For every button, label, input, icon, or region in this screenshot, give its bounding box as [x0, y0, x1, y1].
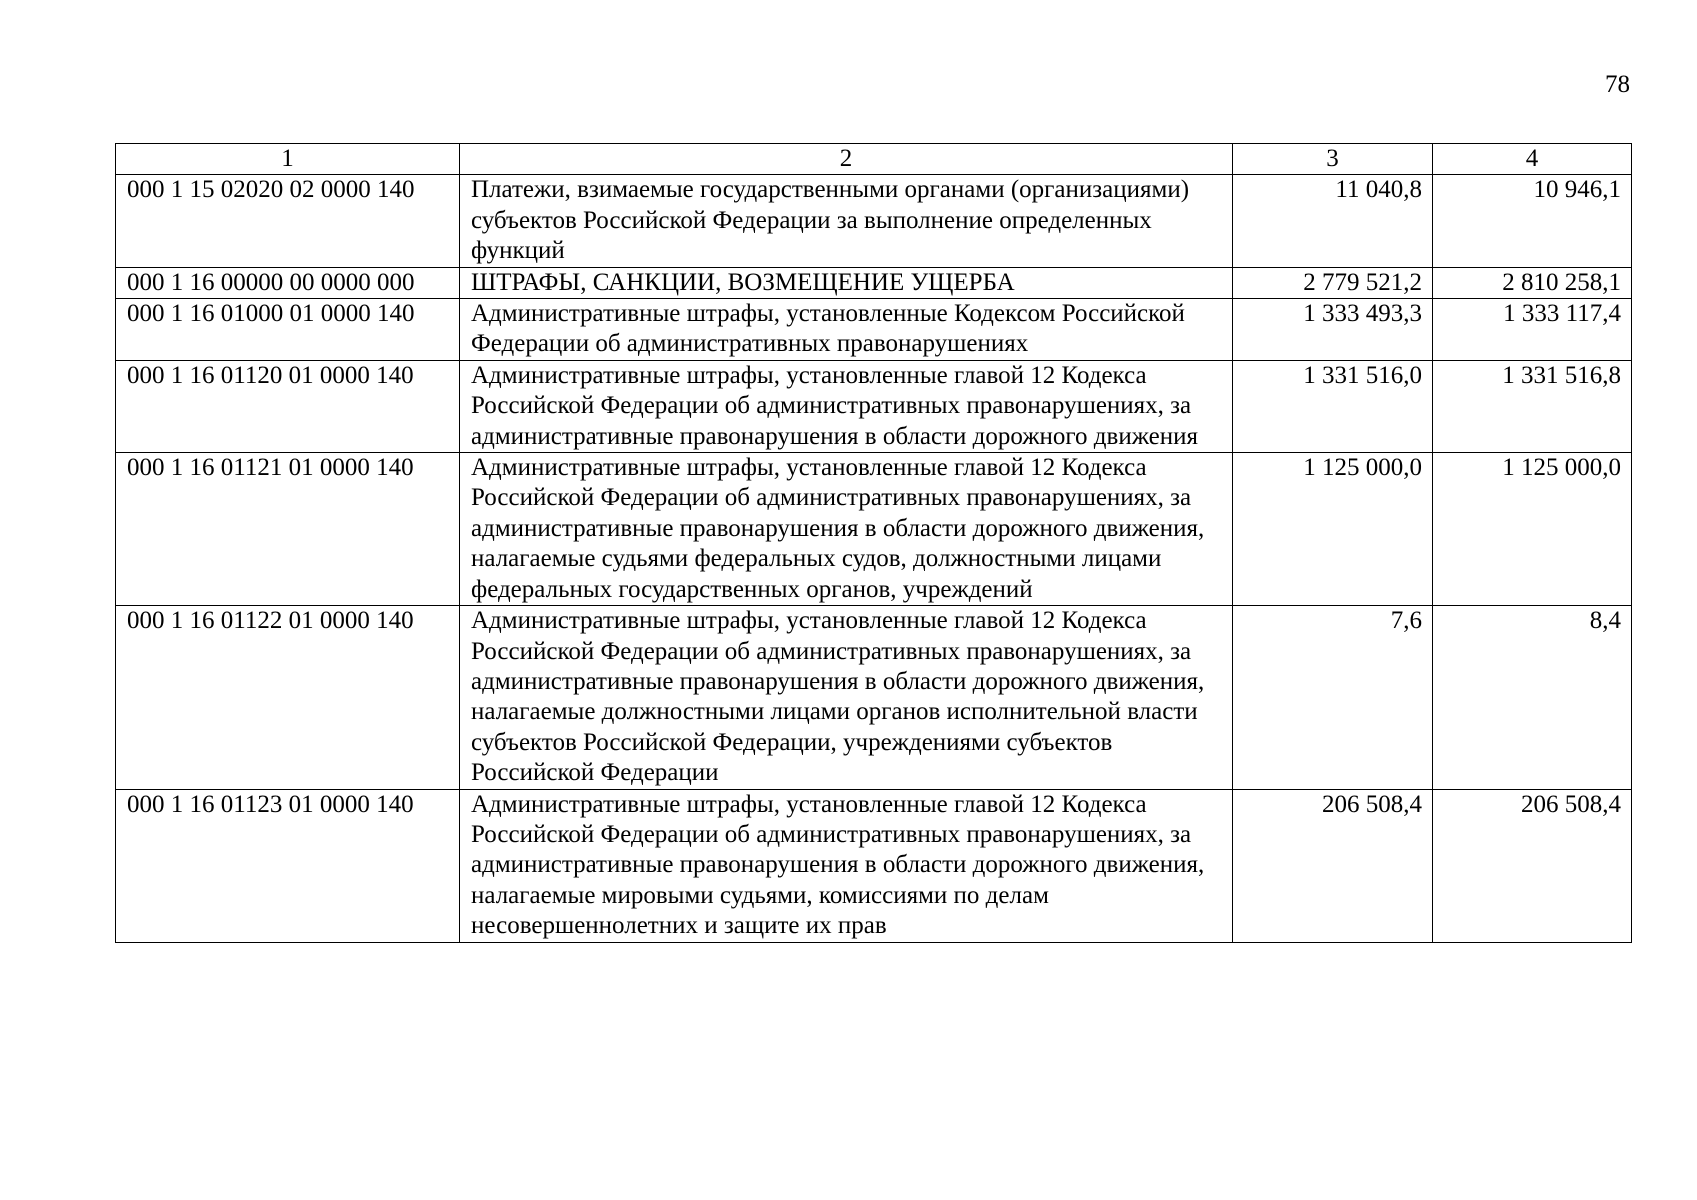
page-number: 78 — [1605, 71, 1630, 98]
value-col3: 206 508,4 — [1233, 789, 1433, 942]
value-col4: 1 125 000,0 — [1433, 453, 1632, 606]
budget-table — [115, 143, 1632, 943]
value-col3: 11 040,8 — [1233, 175, 1433, 267]
value-col4: 2 810 258,1 — [1433, 267, 1632, 298]
item-name: Административные штрафы, установленные Кодексом Российской Федерации об административных правонарушениях — [460, 299, 1233, 361]
item-name: Административные штрафы, установленные главой 12 Кодекса Российской Федерации об административных правонарушениях, за административные правонарушения в области дорожного движения — [460, 360, 1233, 452]
budget-code: 000 1 16 01122 01 0000 140 — [116, 606, 460, 789]
item-name: Административные штрафы, установленные главой 12 Кодекса Российской Федерации об административных правонарушениях, за административные правонарушения в области дорожного движения, налагаемые должностными лицами органов исполнительной власти субъектов Российской Федерации, учреждениями субъектов Российской Федерации — [460, 606, 1233, 789]
budget-code: 000 1 15 02020 02 0000 140 — [116, 175, 460, 267]
budget-code: 000 1 16 01000 01 0000 140 — [116, 299, 460, 361]
value-col3: 2 779 521,2 — [1233, 267, 1433, 298]
value-col3: 1 331 516,0 — [1233, 360, 1433, 452]
table-row — [116, 360, 1632, 452]
item-name: ШТРАФЫ, САНКЦИИ, ВОЗМЕЩЕНИЕ УЩЕРБА — [460, 267, 1233, 298]
value-col4: 206 508,4 — [1433, 789, 1632, 942]
table-row — [116, 453, 1632, 606]
value-col3: 7,6 — [1233, 606, 1433, 789]
item-name: Административные штрафы, установленные главой 12 Кодекса Российской Федерации об административных правонарушениях, за административные правонарушения в области дорожного движения, налагаемые мировыми судьями, комиссиями по делам несовершеннолетних и защите их прав — [460, 789, 1233, 942]
table-row — [116, 175, 1632, 267]
value-col4: 1 333 117,4 — [1433, 299, 1632, 361]
budget-code: 000 1 16 00000 00 0000 000 — [116, 267, 460, 298]
table-row — [116, 267, 1632, 298]
value-col4: 1 331 516,8 — [1433, 360, 1632, 452]
value-col3: 1 125 000,0 — [1233, 453, 1433, 606]
column-header-1: 1 — [116, 144, 460, 175]
budget-code: 000 1 16 01121 01 0000 140 — [116, 453, 460, 606]
budget-code: 000 1 16 01123 01 0000 140 — [116, 789, 460, 942]
column-header-3: 3 — [1233, 144, 1433, 175]
value-col3: 1 333 493,3 — [1233, 299, 1433, 361]
table-row — [116, 789, 1632, 942]
table-row — [116, 299, 1632, 361]
item-name: Платежи, взимаемые государственными органами (организациями) субъектов Российской Федерации за выполнение определенных функций — [460, 175, 1233, 267]
value-col4: 10 946,1 — [1433, 175, 1632, 267]
item-name: Административные штрафы, установленные главой 12 Кодекса Российской Федерации об административных правонарушениях, за административные правонарушения в области дорожного движения, налагаемые судьями федеральных судов, должностными лицами федеральных государственных органов, учреждений — [460, 453, 1233, 606]
value-col4: 8,4 — [1433, 606, 1632, 789]
table-header-row — [116, 144, 1632, 175]
column-header-2: 2 — [460, 144, 1233, 175]
budget-code: 000 1 16 01120 01 0000 140 — [116, 360, 460, 452]
column-header-4: 4 — [1433, 144, 1632, 175]
table-row — [116, 606, 1632, 789]
